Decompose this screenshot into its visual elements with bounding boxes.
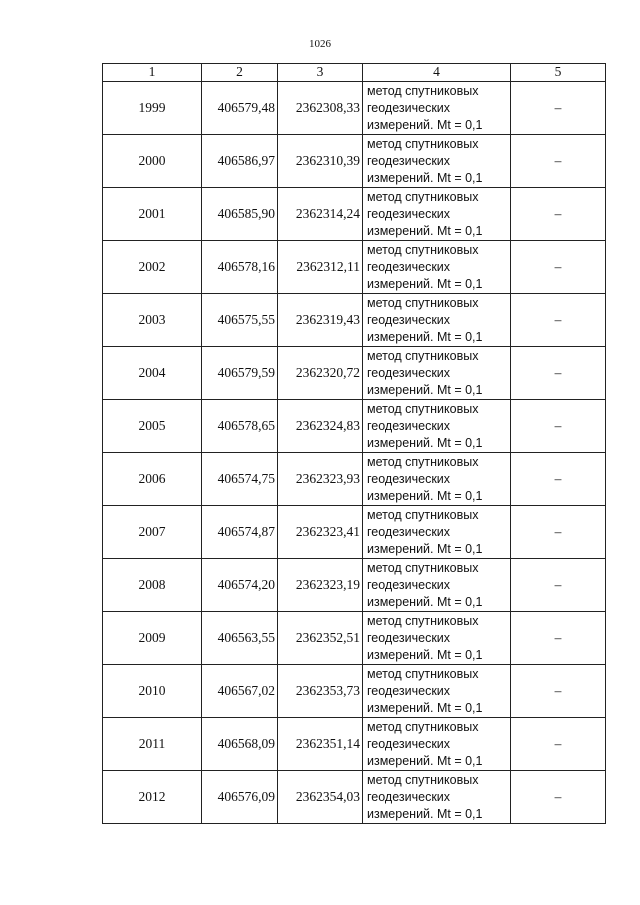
method-line: измерений. Mt = 0,1 (367, 435, 483, 450)
header-col-5: 5 (511, 64, 606, 82)
table-row (103, 294, 606, 347)
method-line: измерений. Mt = 0,1 (367, 541, 483, 556)
note-cell: – (511, 82, 606, 135)
method-line: измерений. Mt = 0,1 (367, 329, 483, 344)
method-cell (363, 294, 511, 347)
method-cell (363, 665, 511, 718)
method-line: измерений. Mt = 0,1 (367, 170, 483, 185)
point-number-cell: 2006 (103, 453, 202, 506)
x-coordinate-cell: 406574,87 (202, 506, 278, 559)
note-cell: – (511, 294, 606, 347)
table-row (103, 665, 606, 718)
y-coordinate-cell: 2362310,39 (278, 135, 363, 188)
note-cell: – (511, 347, 606, 400)
method-line: геодезических (367, 577, 451, 592)
header-col-3: 3 (278, 64, 363, 82)
table-row (103, 453, 606, 506)
method-line: геодезических (367, 471, 451, 486)
method-line: метод спутниковых (367, 295, 479, 310)
note-cell: – (511, 559, 606, 612)
y-coordinate-cell: 2362308,33 (278, 82, 363, 135)
table-row (103, 241, 606, 294)
y-coordinate-cell: 2362323,41 (278, 506, 363, 559)
point-number-cell: 2003 (103, 294, 202, 347)
point-number-cell: 1999 (103, 82, 202, 135)
note-cell: – (511, 241, 606, 294)
method-cell (363, 135, 511, 188)
method-cell (363, 453, 511, 506)
x-coordinate-cell: 406575,55 (202, 294, 278, 347)
method-line: геодезических (367, 630, 451, 645)
method-line: метод спутниковых (367, 560, 479, 575)
method-cell (363, 559, 511, 612)
page-number: 1026 (309, 38, 331, 50)
table-row (103, 559, 606, 612)
note-cell: – (511, 612, 606, 665)
y-coordinate-cell: 2362323,93 (278, 453, 363, 506)
point-number-cell: 2002 (103, 241, 202, 294)
table-row (103, 612, 606, 665)
method-cell (363, 347, 511, 400)
point-number-cell: 2001 (103, 188, 202, 241)
method-line: измерений. Mt = 0,1 (367, 382, 483, 397)
method-line: измерений. Mt = 0,1 (367, 276, 483, 291)
method-line: метод спутниковых (367, 242, 479, 257)
method-line: метод спутниковых (367, 83, 479, 98)
header-row (103, 64, 606, 82)
method-line: геодезических (367, 683, 451, 698)
x-coordinate-cell: 406579,59 (202, 347, 278, 400)
header-col-2: 2 (202, 64, 278, 82)
method-line: геодезических (367, 312, 451, 327)
method-cell (363, 506, 511, 559)
method-line: измерений. Mt = 0,1 (367, 647, 483, 662)
method-line: измерений. Mt = 0,1 (367, 806, 483, 821)
x-coordinate-cell: 406576,09 (202, 771, 278, 824)
x-coordinate-cell: 406585,90 (202, 188, 278, 241)
method-cell (363, 241, 511, 294)
note-cell: – (511, 718, 606, 771)
table-row (103, 347, 606, 400)
method-line: метод спутниковых (367, 613, 479, 628)
point-number-cell: 2004 (103, 347, 202, 400)
point-number-cell: 2011 (103, 718, 202, 771)
method-line: измерений. Mt = 0,1 (367, 700, 483, 715)
note-cell: – (511, 188, 606, 241)
coordinates-table (102, 63, 606, 824)
x-coordinate-cell: 406568,09 (202, 718, 278, 771)
method-line: измерений. Mt = 0,1 (367, 223, 483, 238)
method-line: метод спутниковых (367, 189, 479, 204)
method-line: измерений. Mt = 0,1 (367, 117, 483, 132)
note-cell: – (511, 453, 606, 506)
y-coordinate-cell: 2362312,11 (278, 241, 363, 294)
method-line: метод спутниковых (367, 401, 479, 416)
method-line: геодезических (367, 100, 451, 115)
x-coordinate-cell: 406567,02 (202, 665, 278, 718)
method-line: измерений. Mt = 0,1 (367, 753, 483, 768)
table-row (103, 506, 606, 559)
method-line: геодезических (367, 524, 451, 539)
x-coordinate-cell: 406574,20 (202, 559, 278, 612)
method-line: метод спутниковых (367, 666, 479, 681)
method-cell (363, 612, 511, 665)
table-body (103, 82, 606, 824)
table-row (103, 135, 606, 188)
method-line: метод спутниковых (367, 454, 479, 469)
method-cell (363, 718, 511, 771)
method-line: метод спутниковых (367, 348, 479, 363)
header-col-4: 4 (363, 64, 511, 82)
point-number-cell: 2009 (103, 612, 202, 665)
point-number-cell: 2010 (103, 665, 202, 718)
point-number-cell: 2000 (103, 135, 202, 188)
method-line: измерений. Mt = 0,1 (367, 594, 483, 609)
y-coordinate-cell: 2362351,14 (278, 718, 363, 771)
point-number-cell: 2005 (103, 400, 202, 453)
table-row (103, 188, 606, 241)
method-line: геодезических (367, 365, 451, 380)
y-coordinate-cell: 2362314,24 (278, 188, 363, 241)
method-line: метод спутниковых (367, 507, 479, 522)
method-line: геодезических (367, 736, 451, 751)
method-line: метод спутниковых (367, 719, 479, 734)
note-cell: – (511, 506, 606, 559)
note-cell: – (511, 135, 606, 188)
y-coordinate-cell: 2362324,83 (278, 400, 363, 453)
method-cell (363, 188, 511, 241)
table-row (103, 400, 606, 453)
table-header (103, 64, 606, 82)
point-number-cell: 2008 (103, 559, 202, 612)
point-number-cell: 2007 (103, 506, 202, 559)
method-line: метод спутниковых (367, 772, 479, 787)
header-col-1: 1 (103, 64, 202, 82)
method-line: геодезических (367, 153, 451, 168)
method-line: измерений. Mt = 0,1 (367, 488, 483, 503)
method-line: метод спутниковых (367, 136, 479, 151)
x-coordinate-cell: 406578,16 (202, 241, 278, 294)
method-cell (363, 400, 511, 453)
table-row (103, 82, 606, 135)
y-coordinate-cell: 2362353,73 (278, 665, 363, 718)
method-line: геодезических (367, 789, 451, 804)
point-number-cell: 2012 (103, 771, 202, 824)
y-coordinate-cell: 2362352,51 (278, 612, 363, 665)
method-cell (363, 771, 511, 824)
note-cell: – (511, 400, 606, 453)
note-cell: – (511, 771, 606, 824)
method-line: геодезических (367, 206, 451, 221)
y-coordinate-cell: 2362323,19 (278, 559, 363, 612)
method-line: геодезических (367, 418, 451, 433)
y-coordinate-cell: 2362319,43 (278, 294, 363, 347)
y-coordinate-cell: 2362320,72 (278, 347, 363, 400)
x-coordinate-cell: 406579,48 (202, 82, 278, 135)
y-coordinate-cell: 2362354,03 (278, 771, 363, 824)
x-coordinate-cell: 406586,97 (202, 135, 278, 188)
method-cell (363, 82, 511, 135)
x-coordinate-cell: 406574,75 (202, 453, 278, 506)
x-coordinate-cell: 406563,55 (202, 612, 278, 665)
table-row (103, 771, 606, 824)
table-row (103, 718, 606, 771)
x-coordinate-cell: 406578,65 (202, 400, 278, 453)
note-cell: – (511, 665, 606, 718)
method-line: геодезических (367, 259, 451, 274)
